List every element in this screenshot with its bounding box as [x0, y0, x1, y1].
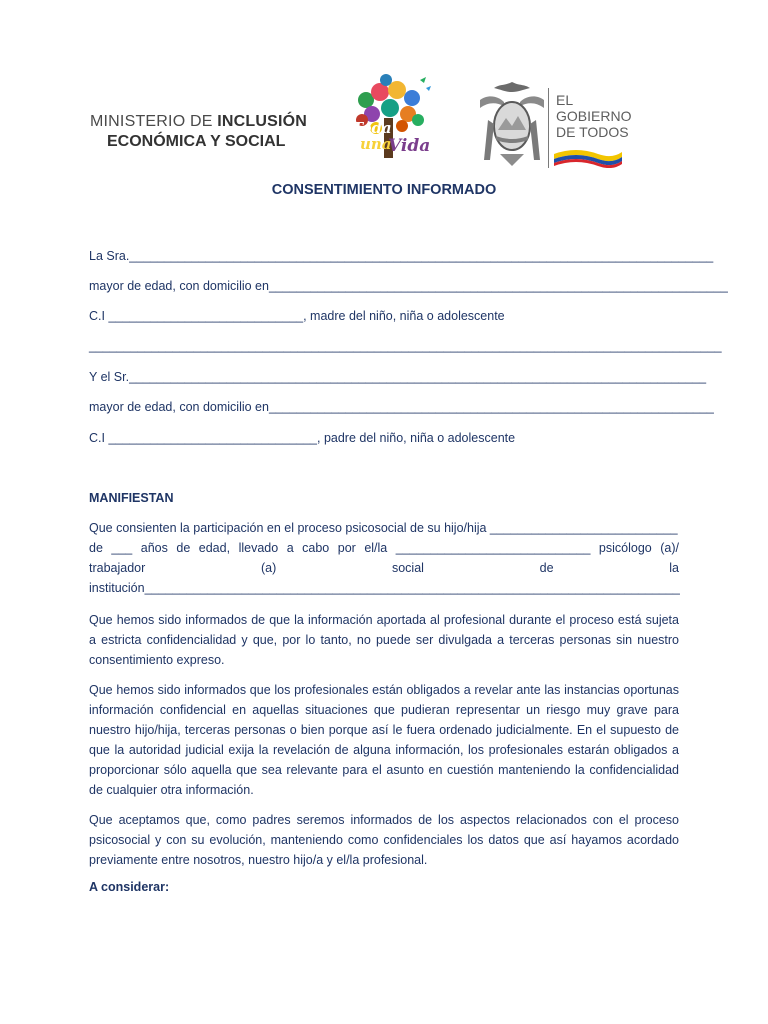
ministry-line1-prefix: MINISTERIO DE [90, 113, 218, 130]
paragraph-revelacion: Que hemos sido informados que los profesionales están obligados a revelar ante las instancias oportunas información confidencial en aquellas situaciones que pudieran representar un riesgo muy grave para nuestro hijo/hija, terceras personas o bien porque así le fuera ordenado judicialmente. En el supuesto de que la autoridad judicial exija la revelación de alguna información, los profesionales estarán obligados a proporcionar sólo aquella que sea relevante para el asunto en cuestión manteniendo la confidencialidad de cualquier otra información. [89, 683, 679, 797]
form-line-ci-padre: C.I ______________________________, padre del niño, niña o adolescente [89, 431, 516, 445]
para1-word: edad, [198, 541, 231, 555]
flag-wave-icon [552, 146, 624, 168]
form-line-sr: Y el Sr.___________________________________________________________________________________ [89, 370, 707, 384]
para1-line1: Que consienten la participación en el proceso psicosocial de su hijo/hija ___________________________ [89, 521, 678, 535]
para1-word: de [89, 541, 103, 555]
para1-word: trabajador [89, 561, 146, 575]
para1-word: años [140, 541, 168, 555]
tree-logo-text [348, 120, 438, 154]
paragraph-aceptamos: Que aceptamos que, como padres seremos informados de los aspectos relacionados con el proceso psicosocial y con su evolución, manteniendo como confidenciales los datos que así hayamos acordado previamente entre nosotros, nuestro hijo/a y el/la profesional. [89, 813, 679, 867]
document-title: CONSENTIMIENTO INFORMADO [271, 182, 497, 198]
para1-word: el/la [364, 541, 388, 555]
gobierno-line-3: DE TODOS [556, 124, 629, 140]
para1-word: ___ [111, 541, 133, 555]
para1-word: (a)/ [660, 541, 679, 555]
ministry-line2: ECONÓMICA Y SOCIAL [107, 133, 286, 150]
para1-word: cabo [302, 541, 330, 555]
para1-line3 [89, 561, 679, 575]
tree-text-vida: Vida [388, 136, 431, 156]
ecuador-coat-of-arms-icon [474, 80, 550, 170]
para1-word: la [669, 561, 679, 575]
form-line-sra: La Sra.____________________________________________________________________________________ [89, 249, 714, 263]
para1-line2 [89, 541, 679, 555]
para1-word: a [286, 541, 294, 555]
logo-divider [548, 88, 549, 168]
paragraph-confidencialidad: Que hemos sido informados de que la información aportada al profesional durante el proceso está sujeta a estricta confidencialidad y que, por lo tanto, no puede ser divulgada a terceras personas sin nuestro consentimiento expreso. [89, 613, 679, 667]
ministry-logo [90, 112, 307, 152]
para1-word: llevado [238, 541, 279, 555]
para1-word: de [176, 541, 191, 555]
para1-word: de [539, 561, 554, 575]
gobierno-line-2: GOBIERNO [556, 108, 632, 124]
para1-word: social [391, 561, 424, 575]
form-line-domicilio-padre: mayor de edad, con domicilio en________________________________________________________________ [89, 400, 714, 414]
para1-word: por [337, 541, 356, 555]
para1-word: psicólogo [598, 541, 652, 555]
form-line-ci-madre: C.I ____________________________, madre del niño, niña o adolescente [89, 309, 505, 323]
document-header [0, 70, 768, 180]
gobierno-line-1: EL [556, 92, 574, 108]
ministry-line1-bold: INCLUSIÓN [217, 113, 308, 130]
para1-word: (a) [261, 561, 277, 575]
gobierno-de-todos-logo [556, 92, 631, 140]
manifiestan-heading: MANIFIESTAN [89, 491, 174, 505]
form-line-domicilio-madre: mayor de edad, con domicilio en__________________________________________________________________ [89, 279, 728, 293]
form-line-blank: ___________________________________________________________________________________________ [89, 339, 722, 353]
a-considerar-heading: A considerar: [89, 880, 170, 894]
para1-line4: institución_____________________________________________________________________________ [89, 581, 680, 595]
tree-text-toda: Toda [352, 119, 392, 137]
tree-text-una: una [360, 135, 392, 153]
para1-word: ____________________________ [395, 541, 591, 555]
